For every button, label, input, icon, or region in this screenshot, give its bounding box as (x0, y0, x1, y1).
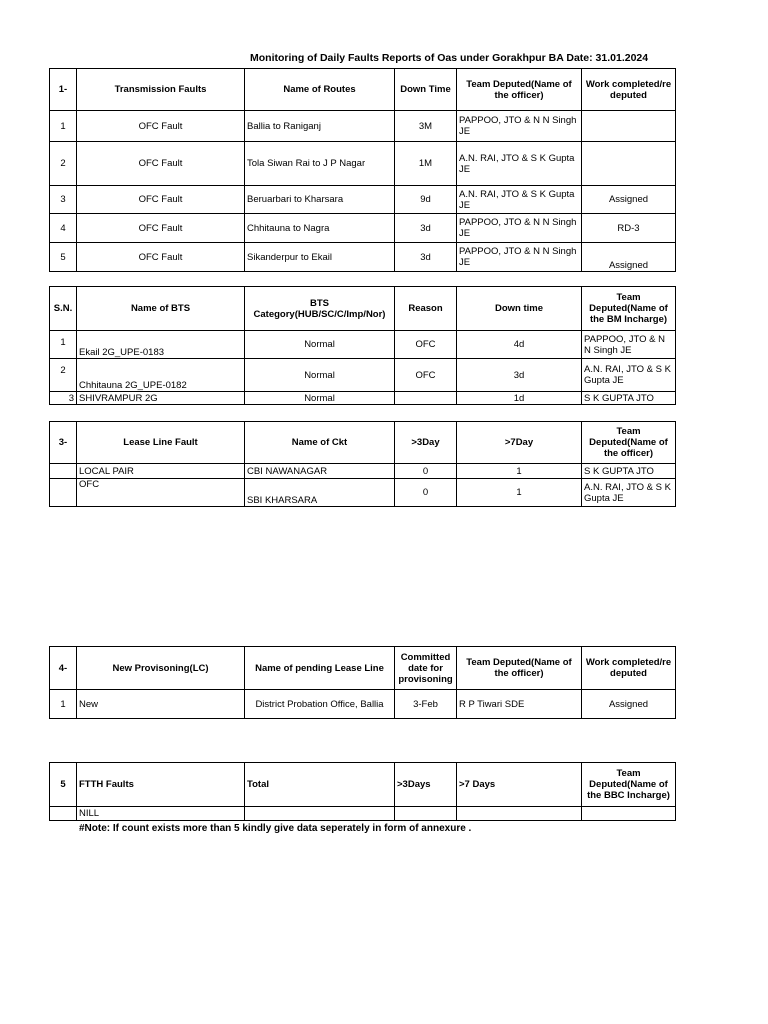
cell: R P Tiwari SDE (457, 690, 582, 719)
cell (245, 807, 395, 821)
cell: OFC (395, 331, 457, 359)
cell: 3-Feb (395, 690, 457, 719)
cell: PAPPOO, JTO & N N Singh JE (457, 111, 582, 142)
header-cell: Work completed/re deputed (582, 647, 676, 690)
table-row (50, 111, 676, 142)
cell: 5 (50, 243, 77, 272)
cell (50, 464, 77, 479)
cell (50, 479, 77, 507)
cell: 4 (50, 214, 77, 243)
cell: A.N. RAI, JTO & S K Gupta JE (457, 142, 582, 186)
cell: OFC Fault (77, 186, 245, 214)
cell: SBI KHARSARA (245, 479, 395, 507)
header-cell: >7 Days (457, 763, 582, 807)
cell: CBI NAWANAGAR (245, 464, 395, 479)
cell: Chhitauna 2G_UPE-0182 (77, 359, 245, 392)
header-cell: 3- (50, 422, 77, 464)
cell: 1 (50, 111, 77, 142)
cell: Tola Siwan Rai to J P Nagar (245, 142, 395, 186)
table-row (50, 479, 676, 507)
header-cell: Transmission Faults (77, 69, 245, 111)
cell: 2 (50, 359, 77, 392)
header-cell: Committed date for provisoning (395, 647, 457, 690)
cell (395, 392, 457, 405)
cell (582, 142, 676, 186)
cell: Assigned (582, 690, 676, 719)
header-cell: Name of pending Lease Line (245, 647, 395, 690)
cell: OFC (77, 479, 245, 507)
header-cell: Team Deputed(Name of the officer) (457, 69, 582, 111)
cell: 1 (457, 479, 582, 507)
cell: OFC Fault (77, 142, 245, 186)
cell: 0 (395, 464, 457, 479)
header-cell: Name of Routes (245, 69, 395, 111)
header-cell: Team Deputed(Name of the BM Incharge) (582, 287, 676, 331)
cell: 1M (395, 142, 457, 186)
cell (395, 807, 457, 821)
cell: A.N. RAI, JTO & S K Gupta JE (582, 359, 676, 392)
header-cell: >3Days (395, 763, 457, 807)
table-row (50, 243, 676, 272)
cell: LOCAL PAIR (77, 464, 245, 479)
header-cell: BTS Category(HUB/SC/C/Imp/Nor) (245, 287, 395, 331)
cell: S K GUPTA JTO (582, 392, 676, 405)
table-row (50, 186, 676, 214)
cell: New (77, 690, 245, 719)
cell: Assigned (582, 243, 676, 272)
cell: A.N. RAI, JTO & S K Gupta JE (457, 186, 582, 214)
header-cell: Name of Ckt (245, 422, 395, 464)
header-cell: Team Deputed(Name of the BBC Incharge) (582, 763, 676, 807)
transmission-faults-table (49, 68, 676, 272)
table-row (50, 359, 676, 392)
cell: Assigned (582, 186, 676, 214)
table-row (50, 142, 676, 186)
cell: Beruarbari to Kharsara (245, 186, 395, 214)
header-cell: Team Deputed(Name of the officer) (582, 422, 676, 464)
cell: Normal (245, 331, 395, 359)
cell: PAPPOO, JTO & N N Singh JE (457, 243, 582, 272)
cell: 0 (395, 479, 457, 507)
report-title: Monitoring of Daily Faults Reports of Oas under Gorakhpur BA Date: 31.01.2024 (250, 52, 649, 64)
header-cell: >3Day (395, 422, 457, 464)
cell: Ballia to Raniganj (245, 111, 395, 142)
cell: 3 (50, 392, 77, 405)
table-row (50, 690, 676, 719)
table-row (50, 214, 676, 243)
lease-line-fault-table (49, 421, 676, 507)
table-header-row (50, 287, 676, 331)
cell: 3d (457, 359, 582, 392)
cell: 3d (395, 243, 457, 272)
header-cell: Down time (457, 287, 582, 331)
cell: 1 (50, 331, 77, 359)
header-cell: Name of BTS (77, 287, 245, 331)
cell: 2 (50, 142, 77, 186)
header-cell: Down Time (395, 69, 457, 111)
cell: OFC Fault (77, 243, 245, 272)
footnote: #Note: If count exists more than 5 kindly give data seperately in form of annexure . (79, 823, 472, 834)
cell: Chhitauna to Nagra (245, 214, 395, 243)
ftth-faults-table (49, 762, 676, 821)
header-cell: 4- (50, 647, 77, 690)
cell (582, 807, 676, 821)
cell: 1 (50, 690, 77, 719)
cell (50, 807, 77, 821)
cell: S K GUPTA JTO (582, 464, 676, 479)
cell: 3d (395, 214, 457, 243)
cell: NILL (77, 807, 245, 821)
bts-table (49, 286, 676, 405)
cell: Ekail 2G_UPE-0183 (77, 331, 245, 359)
cell: A.N. RAI, JTO & S K Gupta JE (582, 479, 676, 507)
header-cell: Team Deputed(Name of the officer) (457, 647, 582, 690)
cell: 9d (395, 186, 457, 214)
cell: Normal (245, 392, 395, 405)
header-cell: 5 (50, 763, 77, 807)
header-cell: S.N. (50, 287, 77, 331)
cell: RD-3 (582, 214, 676, 243)
cell: District Probation Office, Ballia (245, 690, 395, 719)
cell (457, 807, 582, 821)
cell: 4d (457, 331, 582, 359)
cell: 1 (457, 464, 582, 479)
table-header-row (50, 763, 676, 807)
cell: Sikanderpur to Ekail (245, 243, 395, 272)
table-row (50, 331, 676, 359)
table-row (50, 807, 676, 821)
new-provisioning-table (49, 646, 676, 719)
table-header-row (50, 69, 676, 111)
cell: PAPPOO, JTO & N N Singh JE (457, 214, 582, 243)
table-header-row (50, 647, 676, 690)
header-cell: Reason (395, 287, 457, 331)
header-cell: Total (245, 763, 395, 807)
cell: OFC Fault (77, 111, 245, 142)
cell: SHIVRAMPUR 2G (77, 392, 245, 405)
cell (582, 111, 676, 142)
header-cell: New Provisoning(LC) (77, 647, 245, 690)
cell: 1d (457, 392, 582, 405)
header-cell: FTTH Faults (77, 763, 245, 807)
cell: PAPPOO, JTO & N N Singh JE (582, 331, 676, 359)
header-cell: Work completed/re deputed (582, 69, 676, 111)
header-cell: 1- (50, 69, 77, 111)
table-header-row (50, 422, 676, 464)
header-cell: >7Day (457, 422, 582, 464)
cell: 3M (395, 111, 457, 142)
cell: Normal (245, 359, 395, 392)
table-row (50, 464, 676, 479)
cell: OFC (395, 359, 457, 392)
header-cell: Lease Line Fault (77, 422, 245, 464)
cell: 3 (50, 186, 77, 214)
cell: OFC Fault (77, 214, 245, 243)
table-row (50, 392, 676, 405)
